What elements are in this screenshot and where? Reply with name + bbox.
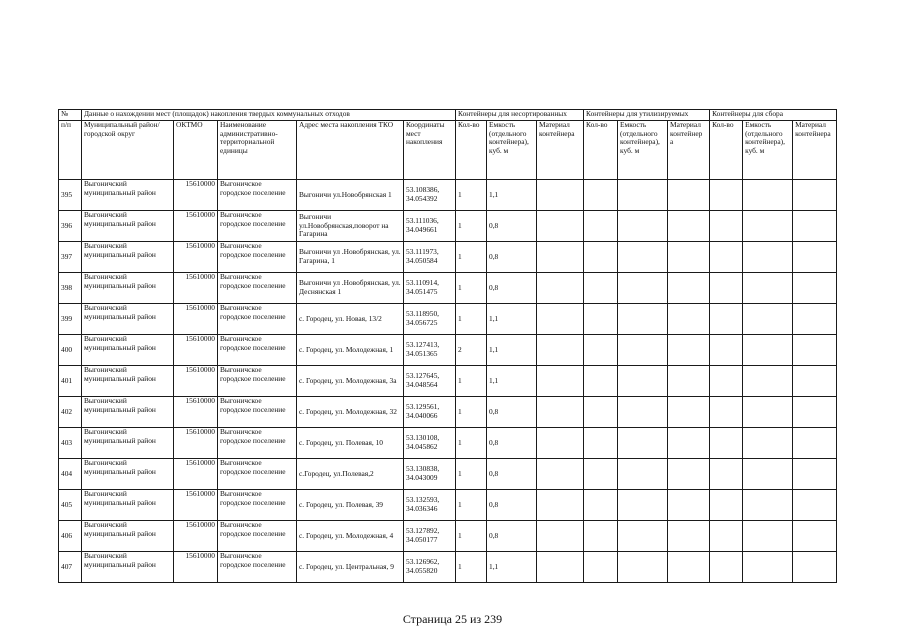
cell-admin-unit: Выгоничское городское поселение [218, 180, 297, 211]
cell-unsorted-capacity: 0,8 [487, 242, 537, 273]
cell-recyclable-count [584, 521, 618, 552]
cell-collection-material [793, 273, 837, 304]
cell-unsorted-material [537, 490, 584, 521]
cell-unsorted-material [537, 459, 584, 490]
cell-address: Выгоничи ул.Новобрянская,поворот на Гагарина [297, 211, 404, 242]
cell-oktmo: 15610000 [174, 459, 218, 490]
table-row [59, 552, 837, 583]
cell-recyclable-count [584, 459, 618, 490]
cell-recyclable-count [584, 304, 618, 335]
cell-district: Выгоничский муниципальный район [82, 335, 174, 366]
cell-recyclable-material [668, 180, 710, 211]
cell-unsorted-count: 1 [456, 428, 487, 459]
cell-recyclable-capacity [618, 366, 668, 397]
cell-unsorted-capacity: 1,1 [487, 366, 537, 397]
cell-recyclable-capacity [618, 273, 668, 304]
cell-unsorted-count: 1 [456, 552, 487, 583]
table-row [59, 304, 837, 335]
cell-oktmo: 15610000 [174, 211, 218, 242]
cell-unsorted-capacity: 1,1 [487, 552, 537, 583]
cell-recyclable-count [584, 273, 618, 304]
cell-collection-count [710, 180, 743, 211]
cell-recyclable-material [668, 490, 710, 521]
cell-unsorted-count: 1 [456, 242, 487, 273]
cell-unsorted-count: 1 [456, 211, 487, 242]
cell-unsorted-material [537, 428, 584, 459]
cell-address: с. Городец, ул. Молодежная, 3а [297, 366, 404, 397]
cell-unsorted-material [537, 521, 584, 552]
cell-district: Выгоничский муниципальный район [82, 211, 174, 242]
table-row [59, 366, 837, 397]
cell-oktmo: 15610000 [174, 428, 218, 459]
cell-num: 400 [59, 335, 82, 366]
cell-collection-count [710, 211, 743, 242]
cell-collection-count [710, 397, 743, 428]
cell-collection-count [710, 459, 743, 490]
header-district: Муниципальный район/городской округ [82, 121, 174, 180]
cell-recyclable-material [668, 397, 710, 428]
cell-address: с. Городец, ул. Новая, 13/2 [297, 304, 404, 335]
cell-unsorted-count: 1 [456, 459, 487, 490]
cell-unsorted-material [537, 552, 584, 583]
cell-collection-material [793, 366, 837, 397]
cell-collection-count [710, 552, 743, 583]
cell-unsorted-capacity: 0,8 [487, 490, 537, 521]
cell-unsorted-material [537, 397, 584, 428]
cell-admin-unit: Выгоничское городское поселение [218, 335, 297, 366]
page-number: Страница 25 из 239 [402, 612, 503, 626]
cell-district: Выгоничский муниципальный район [82, 273, 174, 304]
cell-recyclable-capacity [618, 428, 668, 459]
cell-admin-unit: Выгоничское городское поселение [218, 273, 297, 304]
cell-admin-unit: Выгоничское городское поселение [218, 397, 297, 428]
cell-unsorted-count: 1 [456, 397, 487, 428]
cell-recyclable-material [668, 335, 710, 366]
table-row [59, 490, 837, 521]
cell-coords: 53.129561, 34.040066 [404, 397, 456, 428]
header-recyclable-group: Контейнеры для утилизируемых [584, 110, 710, 121]
cell-address: с. Городец, ул. Полевая, 10 [297, 428, 404, 459]
table-row [59, 428, 837, 459]
header-admin-unit: Наименование административно-территориальной единицы [218, 121, 297, 180]
cell-recyclable-capacity [618, 211, 668, 242]
cell-unsorted-material [537, 304, 584, 335]
header-address: Адрес места накопления ТКО [297, 121, 404, 180]
cell-num: 397 [59, 242, 82, 273]
cell-collection-material [793, 211, 837, 242]
cell-coords: 53.118950, 34.056725 [404, 304, 456, 335]
cell-unsorted-material [537, 335, 584, 366]
cell-coords: 53.130108, 34.045862 [404, 428, 456, 459]
cell-district: Выгоничский муниципальный район [82, 552, 174, 583]
header-collection-group: Контейнеры для сбора [710, 110, 837, 121]
cell-collection-material [793, 428, 837, 459]
cell-collection-count [710, 428, 743, 459]
cell-unsorted-capacity: 0,8 [487, 211, 537, 242]
cell-collection-capacity [743, 273, 793, 304]
cell-collection-count [710, 366, 743, 397]
cell-recyclable-capacity [618, 521, 668, 552]
table-row [59, 180, 837, 211]
cell-admin-unit: Выгоничское городское поселение [218, 242, 297, 273]
table-row [59, 242, 837, 273]
cell-num: 403 [59, 428, 82, 459]
cell-num: 401 [59, 366, 82, 397]
cell-district: Выгоничский муниципальный район [82, 366, 174, 397]
cell-unsorted-material [537, 366, 584, 397]
cell-unsorted-material [537, 242, 584, 273]
cell-unsorted-count: 2 [456, 335, 487, 366]
cell-unsorted-count: 1 [456, 521, 487, 552]
header-coords: Координаты мест накопления [404, 121, 456, 180]
cell-recyclable-material [668, 273, 710, 304]
cell-unsorted-capacity: 1,1 [487, 180, 537, 211]
cell-unsorted-material [537, 273, 584, 304]
cell-address: с. Городец, ул. Молодежная, 1 [297, 335, 404, 366]
cell-coords: 53.127645, 34.048564 [404, 366, 456, 397]
cell-collection-capacity [743, 242, 793, 273]
cell-oktmo: 15610000 [174, 335, 218, 366]
cell-admin-unit: Выгоничское городское поселение [218, 490, 297, 521]
header-unsorted-group: Контейнеры для несортированных [456, 110, 584, 121]
cell-recyclable-capacity [618, 242, 668, 273]
cell-recyclable-count [584, 211, 618, 242]
cell-coords: 53.111973, 34.050584 [404, 242, 456, 273]
cell-oktmo: 15610000 [174, 273, 218, 304]
cell-coords: 53.132593, 34.036346 [404, 490, 456, 521]
cell-admin-unit: Выгоничское городское поселение [218, 304, 297, 335]
header-unsorted-material: Материал контейнера [537, 121, 584, 180]
cell-collection-capacity [743, 459, 793, 490]
cell-coords: 53.108386, 34.054392 [404, 180, 456, 211]
header-unsorted-capacity: Емкость (отдельного контейнера), куб. м [487, 121, 537, 180]
cell-recyclable-material [668, 552, 710, 583]
cell-address: с. Городец, ул. Центральная, 9 [297, 552, 404, 583]
cell-collection-count [710, 490, 743, 521]
cell-oktmo: 15610000 [174, 397, 218, 428]
cell-collection-count [710, 242, 743, 273]
cell-recyclable-count [584, 242, 618, 273]
cell-collection-material [793, 180, 837, 211]
cell-address: Выгоничи ул .Новобрянская, ул. Деснянская 1 [297, 273, 404, 304]
cell-unsorted-capacity: 0,8 [487, 521, 537, 552]
cell-district: Выгоничский муниципальный район [82, 428, 174, 459]
cell-collection-capacity [743, 335, 793, 366]
table-row [59, 521, 837, 552]
cell-num: 405 [59, 490, 82, 521]
cell-collection-count [710, 521, 743, 552]
cell-oktmo: 15610000 [174, 242, 218, 273]
cell-coords: 53.127892, 34.050177 [404, 521, 456, 552]
cell-district: Выгоничский муниципальный район [82, 490, 174, 521]
cell-oktmo: 15610000 [174, 490, 218, 521]
cell-oktmo: 15610000 [174, 304, 218, 335]
cell-collection-capacity [743, 552, 793, 583]
cell-admin-unit: Выгоничское городское поселение [218, 211, 297, 242]
cell-admin-unit: Выгоничское городское поселение [218, 428, 297, 459]
header-row-sub [59, 121, 837, 180]
cell-collection-capacity [743, 428, 793, 459]
cell-unsorted-count: 1 [456, 490, 487, 521]
cell-unsorted-count: 1 [456, 180, 487, 211]
cell-unsorted-capacity: 0,8 [487, 428, 537, 459]
cell-coords: 53.126962, 34.055820 [404, 552, 456, 583]
cell-admin-unit: Выгоничское городское поселение [218, 366, 297, 397]
cell-num: 395 [59, 180, 82, 211]
table-row [59, 211, 837, 242]
table-row [59, 273, 837, 304]
cell-collection-capacity [743, 397, 793, 428]
cell-unsorted-count: 1 [456, 273, 487, 304]
cell-collection-material [793, 521, 837, 552]
header-oktmo: ОКТМО [174, 121, 218, 180]
cell-recyclable-count [584, 490, 618, 521]
cell-collection-material [793, 335, 837, 366]
cell-recyclable-capacity [618, 397, 668, 428]
header-recyclable-material: Материал контейнер а [668, 121, 710, 180]
header-unsorted-count: Кол-во [456, 121, 487, 180]
cell-num: 399 [59, 304, 82, 335]
cell-unsorted-capacity: 0,8 [487, 459, 537, 490]
cell-address: с.Городец, ул.Полевая,2 [297, 459, 404, 490]
cell-unsorted-count: 1 [456, 366, 487, 397]
cell-address: с. Городец, ул. Полевая, 39 [297, 490, 404, 521]
cell-collection-material [793, 459, 837, 490]
cell-num: 407 [59, 552, 82, 583]
cell-num: 404 [59, 459, 82, 490]
cell-num: 402 [59, 397, 82, 428]
header-recyclable-count: Кол-во [584, 121, 618, 180]
cell-recyclable-material [668, 521, 710, 552]
cell-district: Выгоничский муниципальный район [82, 521, 174, 552]
cell-district: Выгоничский муниципальный район [82, 397, 174, 428]
cell-collection-capacity [743, 490, 793, 521]
cell-recyclable-count [584, 366, 618, 397]
cell-num: 406 [59, 521, 82, 552]
cell-recyclable-capacity [618, 459, 668, 490]
cell-oktmo: 15610000 [174, 552, 218, 583]
header-recyclable-capacity: Емкость (отдельного контейнера), куб. м [618, 121, 668, 180]
cell-recyclable-capacity [618, 490, 668, 521]
cell-oktmo: 15610000 [174, 366, 218, 397]
cell-collection-count [710, 273, 743, 304]
cell-oktmo: 15610000 [174, 521, 218, 552]
cell-num: 396 [59, 211, 82, 242]
table-row [59, 459, 837, 490]
cell-recyclable-material [668, 242, 710, 273]
header-location-group: Данные о нахождении мест (площадок) накопления твердых коммунальных отходов [82, 110, 456, 121]
cell-unsorted-capacity: 1,1 [487, 304, 537, 335]
cell-recyclable-count [584, 397, 618, 428]
cell-unsorted-capacity: 0,8 [487, 273, 537, 304]
table-row [59, 397, 837, 428]
cell-num: 398 [59, 273, 82, 304]
cell-collection-material [793, 490, 837, 521]
cell-coords: 53.130838, 34.043009 [404, 459, 456, 490]
cell-recyclable-material [668, 428, 710, 459]
cell-recyclable-count [584, 552, 618, 583]
cell-address: с. Городец, ул. Молодежная, 32 [297, 397, 404, 428]
table-row [59, 335, 837, 366]
cell-collection-capacity [743, 304, 793, 335]
cell-collection-material [793, 552, 837, 583]
cell-district: Выгоничский муниципальный район [82, 242, 174, 273]
cell-recyclable-material [668, 459, 710, 490]
cell-unsorted-count: 1 [456, 304, 487, 335]
waste-sites-table [58, 109, 837, 583]
cell-district: Выгоничский муниципальный район [82, 180, 174, 211]
cell-address: Выгоничи ул .Новобрянская, ул. Гагарина, 1 [297, 242, 404, 273]
cell-unsorted-capacity: 0,8 [487, 397, 537, 428]
cell-recyclable-capacity [618, 552, 668, 583]
cell-collection-capacity [743, 211, 793, 242]
cell-district: Выгоничский муниципальный район [82, 459, 174, 490]
cell-collection-material [793, 304, 837, 335]
cell-unsorted-material [537, 211, 584, 242]
cell-address: Выгоничи ул.Новобрянская 1 [297, 180, 404, 211]
cell-recyclable-material [668, 211, 710, 242]
cell-recyclable-capacity [618, 335, 668, 366]
cell-admin-unit: Выгоничское городское поселение [218, 459, 297, 490]
cell-recyclable-material [668, 366, 710, 397]
header-pp: п/п [59, 121, 82, 180]
cell-unsorted-capacity: 1,1 [487, 335, 537, 366]
cell-collection-capacity [743, 366, 793, 397]
header-num: № [59, 110, 82, 121]
cell-coords: 53.110914, 34.051475 [404, 273, 456, 304]
cell-recyclable-count [584, 428, 618, 459]
cell-collection-material [793, 397, 837, 428]
cell-district: Выгоничский муниципальный район [82, 304, 174, 335]
cell-collection-count [710, 335, 743, 366]
cell-unsorted-material [537, 180, 584, 211]
cell-recyclable-material [668, 304, 710, 335]
cell-collection-material [793, 242, 837, 273]
cell-address: с. Городец, ул. Молодежная, 4 [297, 521, 404, 552]
header-collection-material: Материал контейнера [793, 121, 837, 180]
cell-coords: 53.111036, 34.049661 [404, 211, 456, 242]
cell-recyclable-count [584, 335, 618, 366]
cell-admin-unit: Выгоничское городское поселение [218, 521, 297, 552]
header-collection-count: Кол-во [710, 121, 743, 180]
cell-collection-capacity [743, 180, 793, 211]
cell-collection-capacity [743, 521, 793, 552]
cell-coords: 53.127413, 34.051365 [404, 335, 456, 366]
cell-admin-unit: Выгоничское городское поселение [218, 552, 297, 583]
cell-recyclable-capacity [618, 304, 668, 335]
cell-collection-count [710, 304, 743, 335]
header-row-top [59, 110, 837, 121]
cell-recyclable-capacity [618, 180, 668, 211]
header-collection-capacity: Емкость (отдельного контейнера), куб. м [743, 121, 793, 180]
cell-recyclable-count [584, 180, 618, 211]
cell-oktmo: 15610000 [174, 180, 218, 211]
